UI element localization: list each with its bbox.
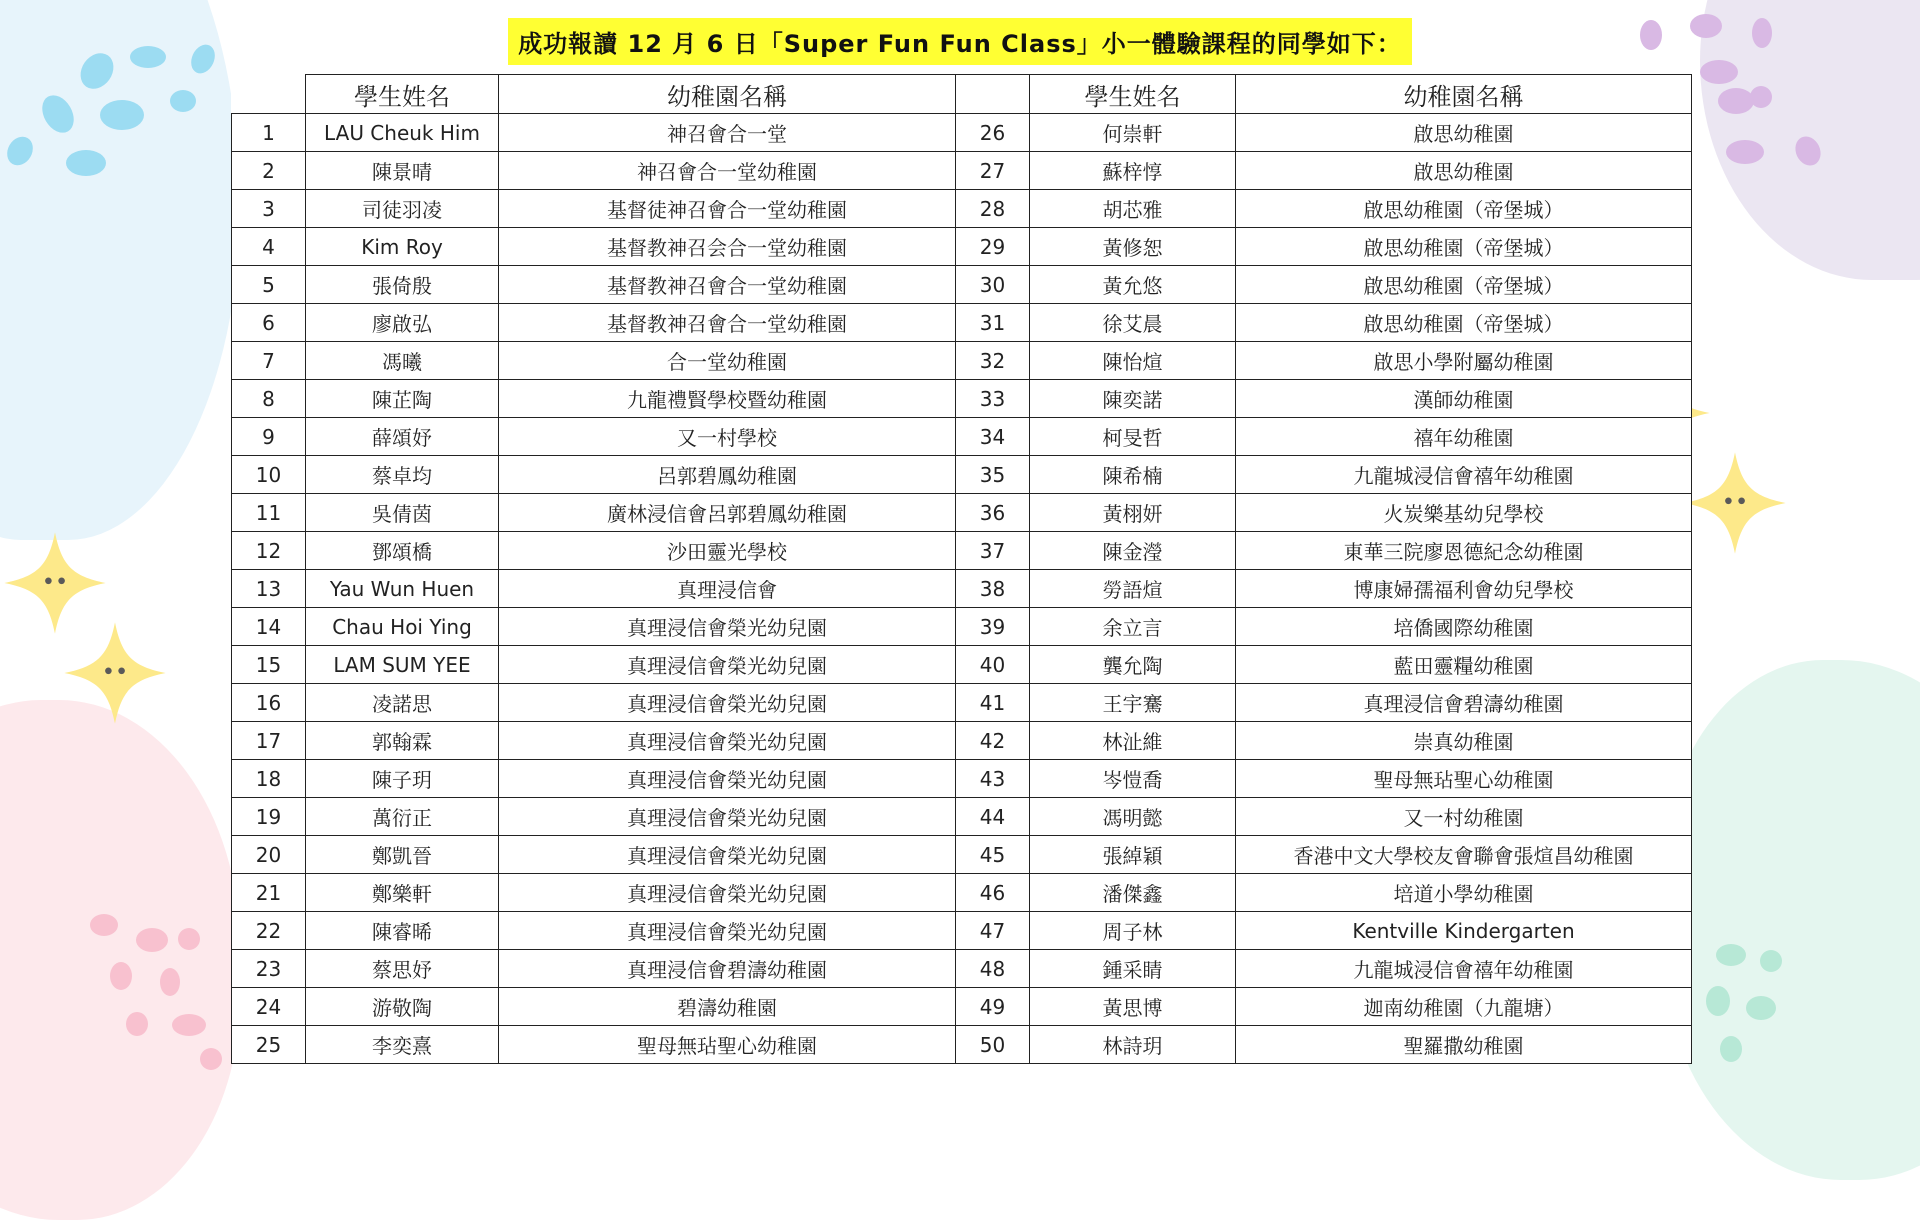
kindergarten-name: 培道小學幼稚園 [1236,874,1692,912]
row-number: 10 [232,456,306,494]
student-name: 陳希楠 [1030,456,1236,494]
student-name: 黃允悠 [1030,266,1236,304]
kindergarten-name: 啟思幼稚園（帝堡城） [1236,304,1692,342]
student-name: 陳奕諾 [1030,380,1236,418]
row-number: 48 [956,950,1030,988]
kindergarten-name: 基督徒神召會合一堂幼稚園 [499,190,956,228]
kindergarten-name: 碧濤幼稚園 [499,988,956,1026]
table-row [232,646,1692,684]
kindergarten-name: 真理浸信會榮光幼兒園 [499,874,956,912]
row-number: 16 [232,684,306,722]
table-row [232,950,1692,988]
row-number: 19 [232,798,306,836]
sparkle-star-icon [1680,448,1790,558]
row-number: 24 [232,988,306,1026]
table-row [232,304,1692,342]
student-name: 鄭樂軒 [306,874,499,912]
row-number: 49 [956,988,1030,1026]
student-name: 鍾采睛 [1030,950,1236,988]
table-row [232,722,1692,760]
row-number: 3 [232,190,306,228]
table-body [232,114,1692,1064]
row-number: 43 [956,760,1030,798]
kindergarten-name: 啟思幼稚園（帝堡城） [1236,228,1692,266]
kindergarten-name: 九龍城浸信會禧年幼稚園 [1236,950,1692,988]
student-name: 蔡卓均 [306,456,499,494]
row-number: 32 [956,342,1030,380]
student-name: 凌諾思 [306,684,499,722]
row-number: 40 [956,646,1030,684]
row-number: 5 [232,266,306,304]
decor-dot [172,1014,206,1036]
table-row [232,798,1692,836]
student-name: 勞語煊 [1030,570,1236,608]
kindergarten-name: 漢師幼稚園 [1236,380,1692,418]
student-name: 游敬陶 [306,988,499,1026]
table-row [232,114,1692,152]
table-row [232,190,1692,228]
kindergarten-name: 聖母無玷聖心幼稚園 [499,1026,956,1064]
decor-dot [1726,140,1764,164]
kindergarten-name: 基督教神召会合一堂幼稚園 [499,228,956,266]
table-header-row [232,75,1692,114]
row-number: 35 [956,456,1030,494]
decor-dot [1720,1036,1742,1062]
kindergarten-name: 九龍禮賢學校暨幼稚園 [499,380,956,418]
kindergarten-name: 基督教神召會合一堂幼稚園 [499,304,956,342]
student-name: 黃思博 [1030,988,1236,1026]
student-name: 岑愷喬 [1030,760,1236,798]
decor-dot [1760,950,1782,972]
student-name: 黃修恕 [1030,228,1236,266]
table-row [232,684,1692,722]
decor-dot [160,968,180,996]
row-number: 1 [232,114,306,152]
student-name: 馮明懿 [1030,798,1236,836]
kindergarten-name: 真理浸信會榮光幼兒園 [499,722,956,760]
student-name: 鄧頌橋 [306,532,499,570]
decor-dot [200,1048,222,1070]
row-number: 2 [232,152,306,190]
row-number: 22 [232,912,306,950]
row-number: 13 [232,570,306,608]
kindergarten-name: 博康婦孺福利會幼兒學校 [1236,570,1692,608]
row-number: 31 [956,304,1030,342]
table-row [232,380,1692,418]
table-row [232,266,1692,304]
student-name: 徐艾晨 [1030,304,1236,342]
student-name: 馮曦 [306,342,499,380]
header-kindergarten-right: 幼稚園名稱 [1236,75,1692,114]
kindergarten-name: 禧年幼稚園 [1236,418,1692,456]
decor-dot [136,928,168,952]
kindergarten-name: 啟思幼稚園（帝堡城） [1236,266,1692,304]
kindergarten-name: 東華三院廖恩德紀念幼稚園 [1236,532,1692,570]
row-number: 30 [956,266,1030,304]
decor-dot [126,1012,148,1036]
kindergarten-name: 藍田靈糧幼稚園 [1236,646,1692,684]
student-name: 林沚維 [1030,722,1236,760]
row-number: 25 [232,1026,306,1064]
kindergarten-name: 呂郭碧鳳幼稚園 [499,456,956,494]
decor-blob-green [1660,660,1920,1180]
student-name: 萬衍正 [306,798,499,836]
table-row [232,608,1692,646]
row-number: 23 [232,950,306,988]
student-name: 柯旻哲 [1030,418,1236,456]
header-student-name-left: 學生姓名 [306,75,499,114]
row-number: 11 [232,494,306,532]
row-number: 20 [232,836,306,874]
decor-dot [66,150,106,176]
row-number: 47 [956,912,1030,950]
decor-dot [1706,986,1730,1016]
row-number: 28 [956,190,1030,228]
kindergarten-name: 啟思小學附屬幼稚園 [1236,342,1692,380]
decor-dot [90,914,118,936]
row-number: 37 [956,532,1030,570]
kindergarten-name: 啟思幼稚園（帝堡城） [1236,190,1692,228]
student-name: 司徒羽凌 [306,190,499,228]
kindergarten-name: 真理浸信會榮光幼兒園 [499,760,956,798]
kindergarten-name: 真理浸信會榮光幼兒園 [499,912,956,950]
row-number: 39 [956,608,1030,646]
row-number: 29 [956,228,1030,266]
student-name: 陳子玥 [306,760,499,798]
student-name: 潘傑鑫 [1030,874,1236,912]
kindergarten-name: 火炭樂基幼兒學校 [1236,494,1692,532]
table-row [232,494,1692,532]
kindergarten-name: 聖母無玷聖心幼稚園 [1236,760,1692,798]
row-number: 4 [232,228,306,266]
student-name: 何崇軒 [1030,114,1236,152]
kindergarten-name: 啟思幼稚園 [1236,152,1692,190]
student-name: 陳芷陶 [306,380,499,418]
row-number: 50 [956,1026,1030,1064]
student-name: 陳景晴 [306,152,499,190]
decor-dot [178,928,200,950]
kindergarten-name: 真理浸信會碧濤幼稚園 [499,950,956,988]
table-row [232,912,1692,950]
student-name: LAM SUM YEE [306,646,499,684]
student-name: 郭翰霖 [306,722,499,760]
kindergarten-name: 迦南幼稚園（九龍塘） [1236,988,1692,1026]
student-name: 陳睿晞 [306,912,499,950]
table-row [232,418,1692,456]
row-number: 21 [232,874,306,912]
student-name: 陳金瀅 [1030,532,1236,570]
student-name: Kim Roy [306,228,499,266]
row-number: 42 [956,722,1030,760]
kindergarten-name: 真理浸信會榮光幼兒園 [499,608,956,646]
student-name: 張綽穎 [1030,836,1236,874]
kindergarten-name: 崇真幼稚園 [1236,722,1692,760]
row-number: 27 [956,152,1030,190]
student-name: 李奕熹 [306,1026,499,1064]
table-row [232,760,1692,798]
student-name: LAU Cheuk Him [306,114,499,152]
table-row [232,342,1692,380]
header-number-left [232,75,306,114]
table-row [232,874,1692,912]
decor-blob-pink [0,700,240,1220]
table-row [232,532,1692,570]
row-number: 41 [956,684,1030,722]
student-name: Yau Wun Huen [306,570,499,608]
decor-dot [110,962,132,990]
row-number: 18 [232,760,306,798]
student-name: 鄭凱晉 [306,836,499,874]
row-number: 7 [232,342,306,380]
kindergarten-name: 培僑國際幼稚園 [1236,608,1692,646]
kindergarten-name: 真理浸信會榮光幼兒園 [499,836,956,874]
decor-blob-blue [0,0,240,540]
kindergarten-name: 神召會合一堂幼稚園 [499,152,956,190]
kindergarten-name: 真理浸信會碧濤幼稚園 [1236,684,1692,722]
header-student-name-right: 學生姓名 [1030,75,1236,114]
row-number: 9 [232,418,306,456]
student-name: Chau Hoi Ying [306,608,499,646]
decor-dot [1746,996,1776,1020]
kindergarten-name: 沙田靈光學校 [499,532,956,570]
page-title: 成功報讀 12 月 6 日「Super Fun Fun Class」小一體驗課程的同學如下： [508,18,1412,65]
student-name: 蘇梓惇 [1030,152,1236,190]
row-number: 38 [956,570,1030,608]
header-number-right [956,75,1030,114]
row-number: 46 [956,874,1030,912]
row-number: 8 [232,380,306,418]
student-name: 蔡思妤 [306,950,499,988]
decor-dot [1718,88,1754,114]
sparkle-star-icon [60,618,170,728]
kindergarten-name: 又一村幼稚園 [1236,798,1692,836]
row-number: 6 [232,304,306,342]
student-name: 張倚殷 [306,266,499,304]
table-row [232,836,1692,874]
table-row [232,988,1692,1026]
kindergarten-name: 真理浸信會榮光幼兒園 [499,684,956,722]
student-name: 胡芯雅 [1030,190,1236,228]
student-name: 周子林 [1030,912,1236,950]
kindergarten-name: 真理浸信會榮光幼兒園 [499,798,956,836]
kindergarten-name: 基督教神召會合一堂幼稚園 [499,266,956,304]
row-number: 17 [232,722,306,760]
kindergarten-name: 真理浸信會 [499,570,956,608]
table-row [232,570,1692,608]
decor-dot [170,90,196,112]
row-number: 36 [956,494,1030,532]
student-name: 陳怡煊 [1030,342,1236,380]
kindergarten-name: 神召會合一堂 [499,114,956,152]
kindergarten-name: 又一村學校 [499,418,956,456]
student-name: 龔允陶 [1030,646,1236,684]
row-number: 14 [232,608,306,646]
student-name: 林詩玥 [1030,1026,1236,1064]
row-number: 34 [956,418,1030,456]
kindergarten-name: 聖羅撒幼稚園 [1236,1026,1692,1064]
row-number: 26 [956,114,1030,152]
kindergarten-name: 合一堂幼稚園 [499,342,956,380]
table-row [232,152,1692,190]
table-row [232,1026,1692,1064]
student-name: 廖啟弘 [306,304,499,342]
row-number: 33 [956,380,1030,418]
student-list-container [231,74,1691,1064]
student-name: 王宇騫 [1030,684,1236,722]
header-kindergarten-left: 幼稚園名稱 [499,75,956,114]
title-container [0,18,1920,65]
kindergarten-name: Kentville Kindergarten [1236,912,1692,950]
student-name: 黃栩妍 [1030,494,1236,532]
decor-dot [100,100,144,130]
row-number: 45 [956,836,1030,874]
row-number: 44 [956,798,1030,836]
decor-dot [1716,944,1746,966]
student-list-table [231,74,1692,1064]
row-number: 12 [232,532,306,570]
kindergarten-name: 香港中文大學校友會聯會張煊昌幼稚園 [1236,836,1692,874]
kindergarten-name: 廣林浸信會呂郭碧鳳幼稚園 [499,494,956,532]
kindergarten-name: 九龍城浸信會禧年幼稚園 [1236,456,1692,494]
kindergarten-name: 真理浸信會榮光幼兒園 [499,646,956,684]
student-name: 余立言 [1030,608,1236,646]
student-name: 薛頌妤 [306,418,499,456]
kindergarten-name: 啟思幼稚園 [1236,114,1692,152]
table-row [232,456,1692,494]
student-name: 吳倩茵 [306,494,499,532]
table-row [232,228,1692,266]
row-number: 15 [232,646,306,684]
